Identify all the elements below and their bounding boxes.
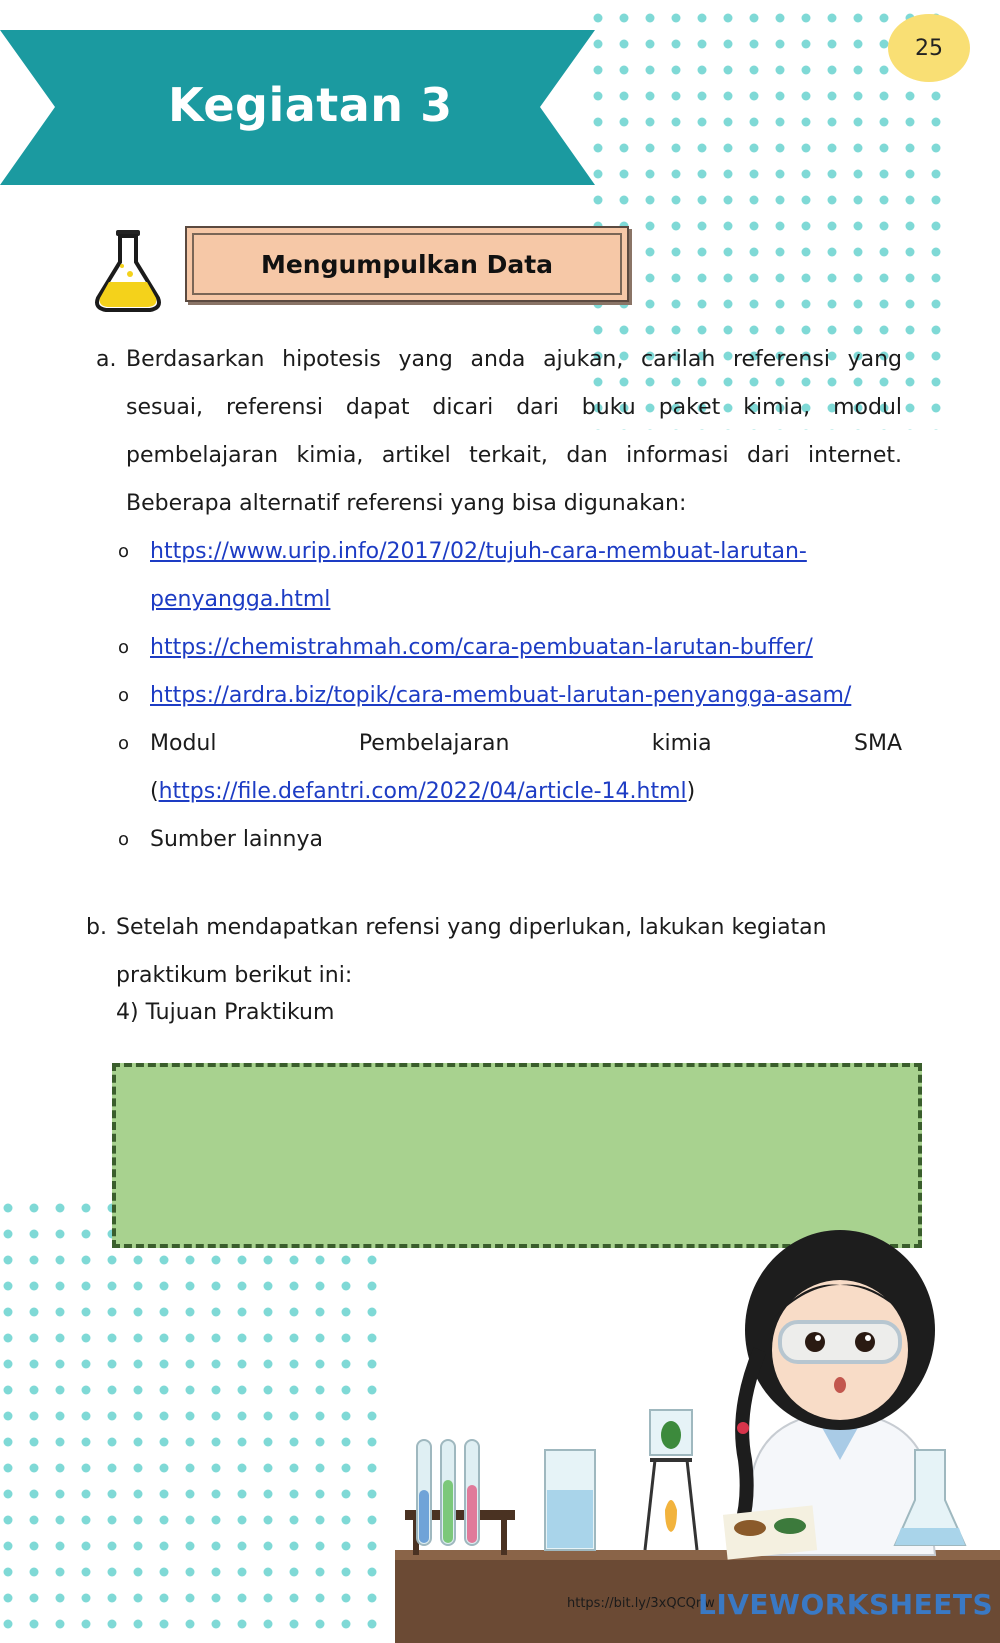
reference-link-chemistrahmah[interactable]: https://chemistrahmah.com/cara-pembuatan-larutan-buffer/ [150,635,813,660]
list-item [118,528,902,624]
flask-icon [92,228,164,312]
bullet-icon: o [118,829,130,850]
list-marker: b. [86,915,107,940]
bullet-icon: o [118,637,130,658]
reference-link-defantri[interactable]: https://file.defantri.com/2022/04/article-14.html [158,779,687,804]
list-marker: a. [96,347,117,372]
other-sources-label: Sumber lainnya [150,827,323,852]
bullet-icon: o [118,541,130,562]
reference-link-urip[interactable]: https://www.urip.info/2017/02/tujuh-cara-membuat-larutan-penyangga.html [150,539,807,612]
instruction-b [86,904,902,1000]
list-item [118,672,902,720]
section-title: Mengumpulkan Data [185,226,629,302]
instruction-a [96,336,902,528]
lab-scientist-illustration [395,1210,1000,1643]
practicum-goal-label: 4) Tujuan Praktikum [116,1000,335,1025]
reference-list [118,528,902,864]
dot-pattern-bottom [0,1200,390,1643]
list-item [118,720,902,816]
instruction-b-text: Setelah mendapatkan refensi yang diperlukan, lakukan kegiatan praktikum berikut ini: [116,915,827,988]
footer-url: https://bit.ly/3xQCQnw [567,1596,715,1611]
bullet-icon: o [118,685,130,706]
instruction-a-text: Berdasarkan hipotesis yang anda ajukan, carilah referensi yang sesuai, referensi dapat dicari dari buku paket kimia, modul pembelajaran kimia, artikel terkait, dan informasi dari internet. Beberapa alternatif referensi yang bisa digunakan: [126,347,902,516]
page-title: Kegiatan 3 [168,78,453,132]
list-item [118,624,902,672]
modul-label: Modul Pembelajaran kimia SMA [150,731,902,756]
modul-link-line: (https://file.defantri.com/2022/04/article-14.html) [150,779,696,804]
reference-link-ardra[interactable]: https://ardra.biz/topik/cara-membuat-larutan-penyangga-asam/ [150,683,852,708]
list-item [118,816,902,864]
liveworksheets-logo: LIVEWORKSHEETS [698,1588,994,1621]
bullet-icon: o [118,733,130,754]
page-number-badge: 25 [888,14,970,82]
